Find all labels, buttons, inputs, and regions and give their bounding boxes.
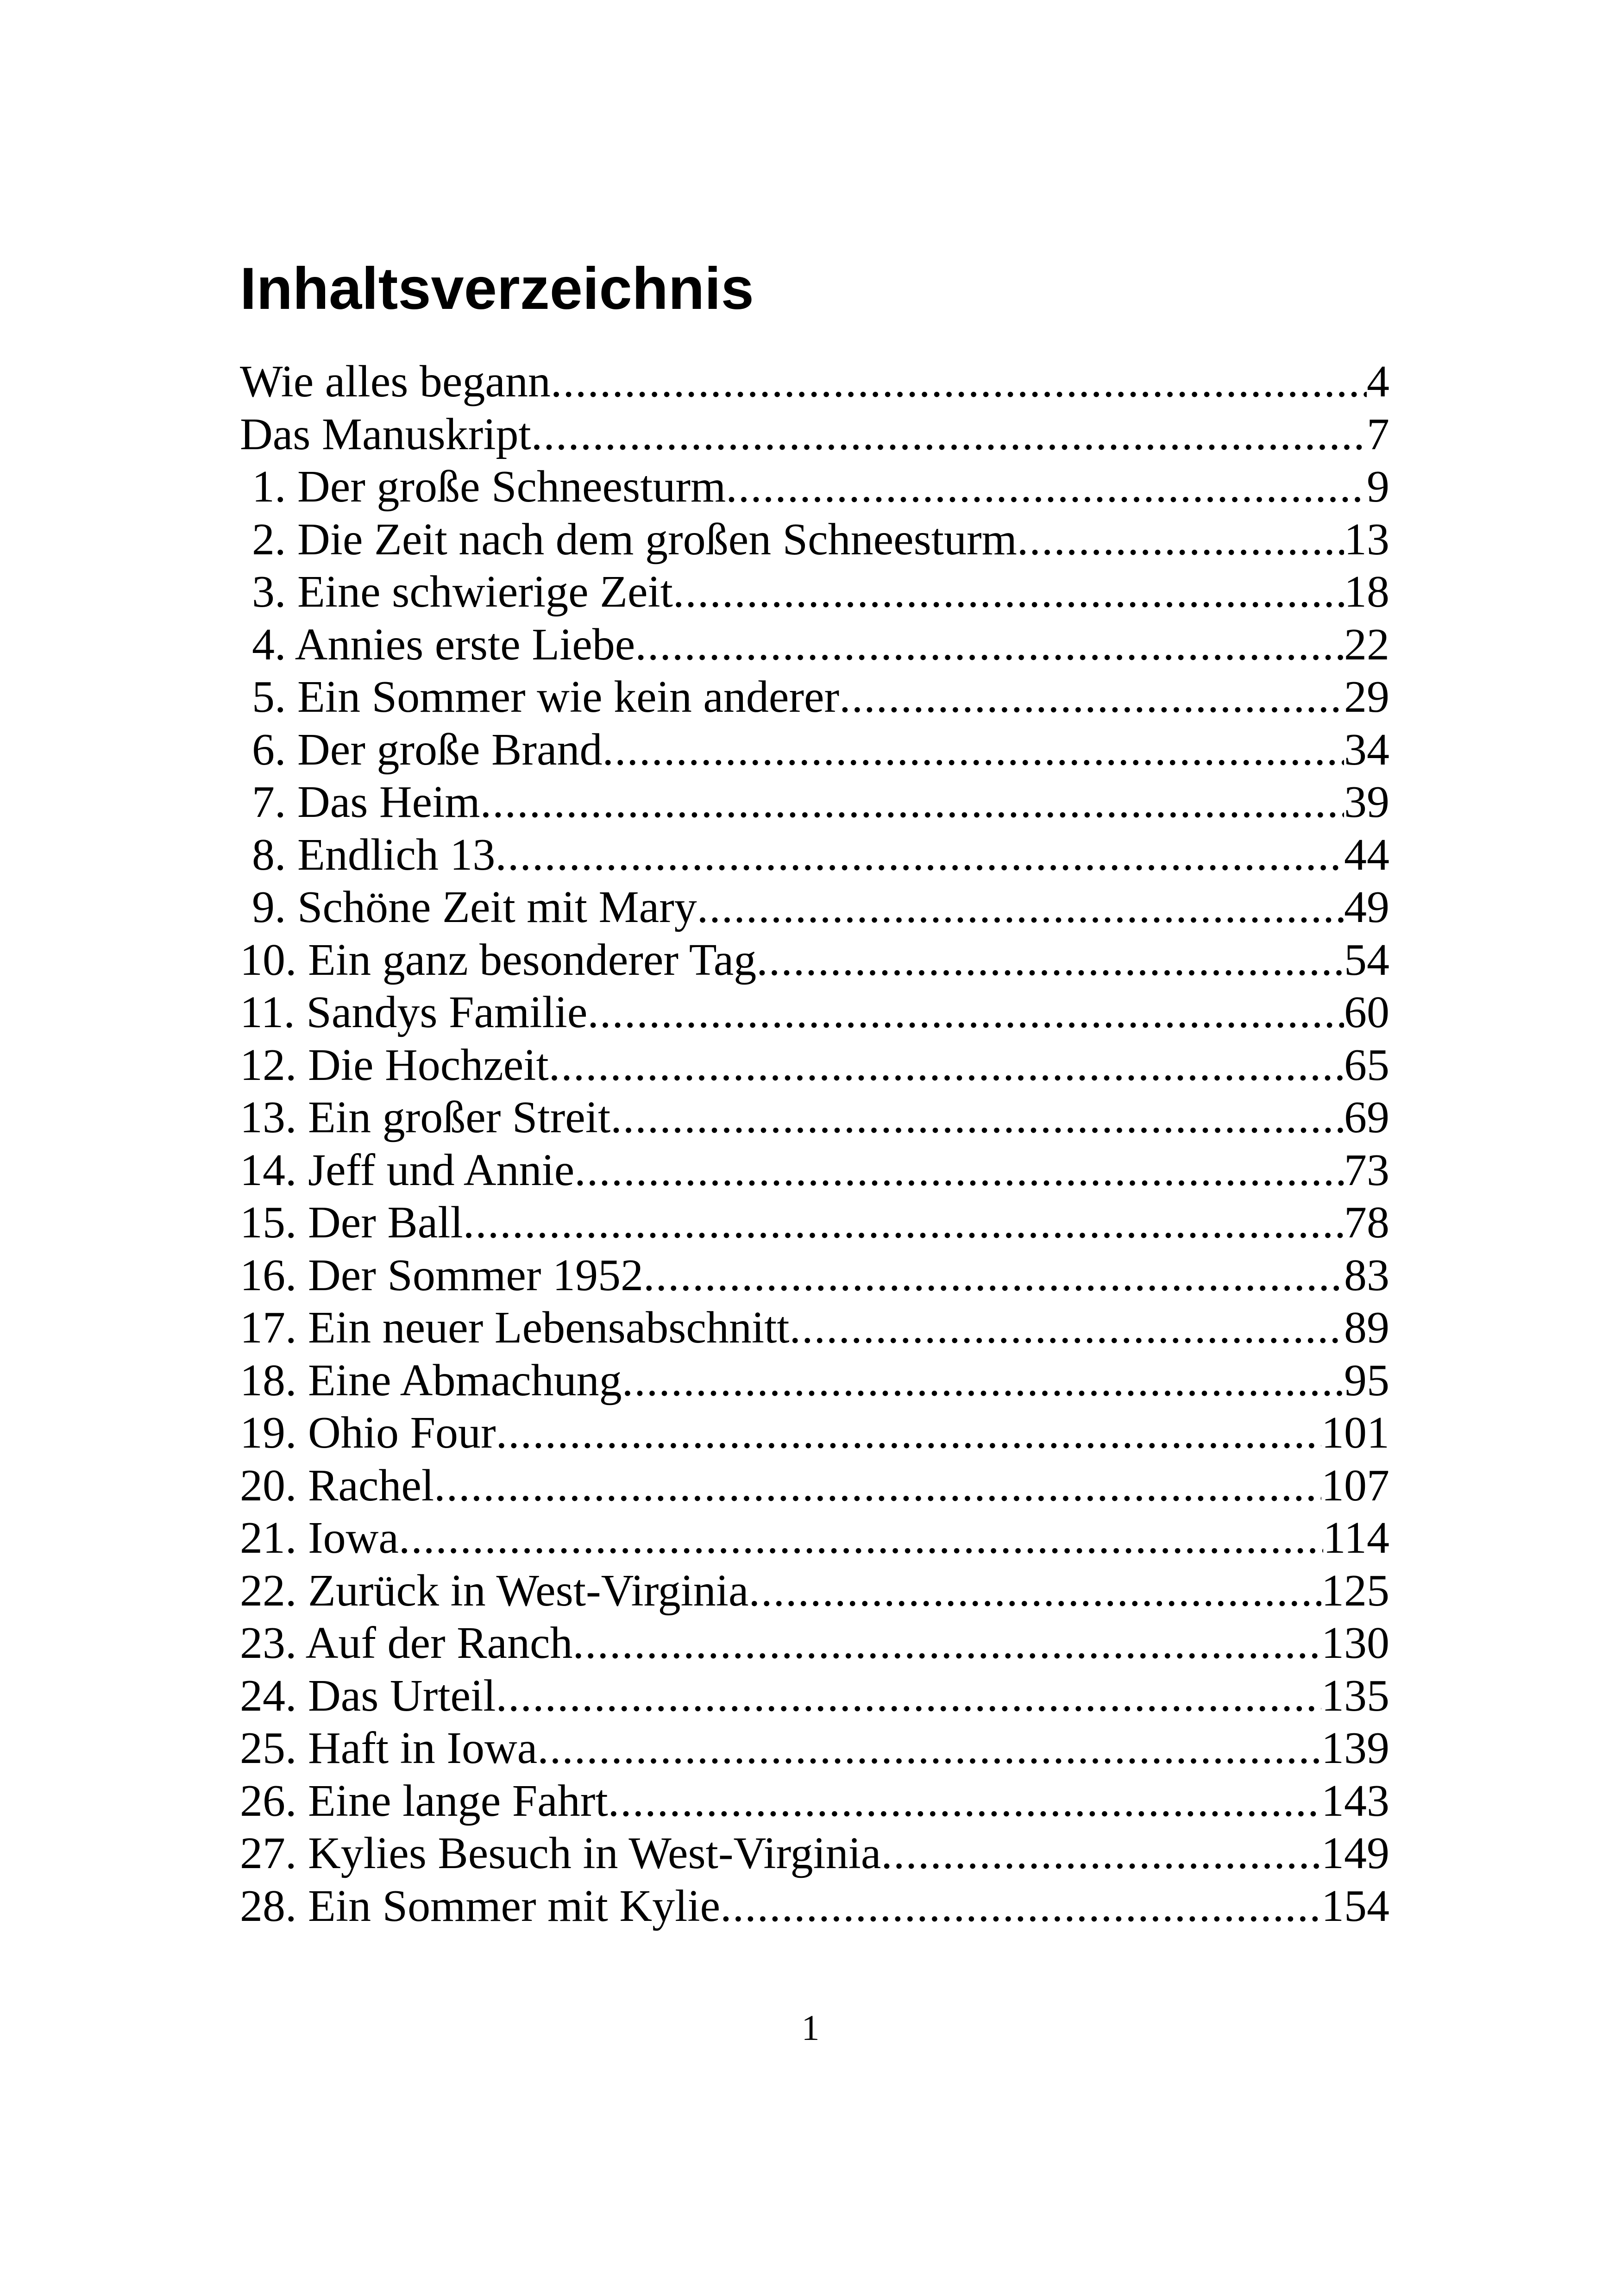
dot-leader: [673, 566, 1344, 619]
dot-leader: [720, 1880, 1321, 1933]
toc-entry: [240, 408, 1389, 461]
toc-heading: Inhaltsverzeichnis: [240, 256, 754, 322]
dot-leader: [399, 1512, 1323, 1565]
toc-entry-title: 5. Ein Sommer wie kein anderer: [252, 672, 840, 722]
toc-entry-title: 23. Auf der Ranch: [240, 1618, 573, 1668]
toc-entry: [240, 1460, 1389, 1512]
dot-leader: [551, 356, 1367, 408]
toc-entry-page: 130: [1321, 1618, 1389, 1668]
toc-entry: [240, 1144, 1389, 1197]
toc-entry-page: 135: [1321, 1670, 1389, 1721]
toc-entry: [240, 1039, 1389, 1092]
toc-entry: [240, 1880, 1389, 1933]
toc-entry-title: 26. Eine lange Fahrt: [240, 1775, 608, 1826]
toc-entry: [240, 356, 1389, 408]
dot-leader: [463, 1197, 1344, 1249]
toc-entry-title: Wie alles begann: [240, 357, 551, 407]
toc-entry: [240, 1197, 1389, 1249]
toc-entry-title: 4. Annies erste Liebe: [252, 619, 635, 670]
toc-entry-page: 143: [1321, 1775, 1389, 1826]
dot-leader: [756, 934, 1344, 987]
toc-entry-page: 73: [1344, 1145, 1389, 1195]
toc-entry-page: 4: [1367, 357, 1389, 407]
toc-entry-page: 149: [1321, 1828, 1389, 1878]
toc-entry: [240, 1302, 1389, 1355]
toc-entry-page: 154: [1321, 1881, 1389, 1931]
toc-entry: [240, 1775, 1389, 1828]
toc-entry-page: 9: [1367, 462, 1389, 512]
toc-entry-page: 49: [1344, 882, 1389, 932]
toc-entry-page: 107: [1321, 1460, 1389, 1511]
toc-entry-page: 44: [1344, 829, 1389, 880]
dot-leader: [434, 1460, 1321, 1512]
toc-entry-title: 15. Der Ball: [240, 1198, 463, 1248]
toc-entry: [240, 986, 1389, 1039]
toc-entry: [240, 1670, 1389, 1723]
toc-entry-title: 16. Der Sommer 1952: [240, 1250, 643, 1300]
toc-entry-title: 25. Haft in Iowa: [240, 1723, 538, 1773]
toc-entry-title: 27. Kylies Besuch in West-Virginia: [240, 1828, 881, 1878]
toc-entry: [240, 1617, 1389, 1670]
toc-entry-title: 14. Jeff und Annie: [240, 1145, 575, 1195]
toc-entry-title: 2. Die Zeit nach dem großen Schneesturm: [252, 514, 1017, 565]
dot-leader: [608, 1775, 1321, 1828]
toc-entry-title: 22. Zurück in West-Virginia: [240, 1565, 749, 1616]
toc-entry-title: Das Manuskript: [240, 409, 531, 459]
toc-entry: [240, 881, 1389, 934]
dot-leader: [574, 1144, 1344, 1197]
toc-entry: [240, 566, 1389, 619]
toc-entry-title: 24. Das Urteil: [240, 1670, 496, 1721]
toc-entry-title: 13. Ein großer Streit: [240, 1092, 611, 1142]
toc-entry-page: 69: [1344, 1092, 1389, 1142]
toc-entry-title: 11. Sandys Familie: [240, 987, 588, 1037]
page-number: 1: [801, 2007, 820, 2048]
toc-entry-page: 60: [1344, 987, 1389, 1037]
toc-entry: [240, 776, 1389, 829]
toc-entry: [240, 1565, 1389, 1618]
toc-entry-page: 7: [1367, 409, 1389, 459]
toc-entry-title: 10. Ein ganz besonderer Tag: [240, 935, 757, 985]
toc-entry-title: 28. Ein Sommer mit Kylie: [240, 1881, 721, 1931]
toc-entry-page: 34: [1344, 724, 1389, 775]
toc-entry: [240, 1355, 1389, 1407]
toc-entry-page: 83: [1344, 1250, 1389, 1300]
toc-entry-page: 114: [1323, 1513, 1389, 1563]
dot-leader: [537, 1722, 1321, 1775]
toc-entry-title: 12. Die Hochzeit: [240, 1040, 549, 1090]
toc-entry-page: 22: [1344, 619, 1389, 670]
toc-entry-page: 89: [1344, 1303, 1389, 1353]
dot-leader: [603, 724, 1344, 777]
toc-entry-page: 18: [1344, 567, 1389, 617]
toc-entry-page: 39: [1344, 777, 1389, 827]
toc-entry: [240, 671, 1389, 724]
dot-leader: [549, 1039, 1344, 1092]
toc-entry: [240, 1827, 1389, 1880]
toc-entry: [240, 829, 1389, 882]
toc-entry-page: 54: [1344, 935, 1389, 985]
dot-leader: [531, 408, 1367, 461]
toc-entry-title: 9. Schöne Zeit mit Mary: [252, 882, 697, 932]
dot-leader: [749, 1565, 1321, 1618]
toc-entry-page: 101: [1321, 1408, 1389, 1458]
toc-entry-title: 7. Das Heim: [252, 777, 480, 827]
toc-entry-title: 17. Ein neuer Lebensabschnitt: [240, 1303, 790, 1353]
dot-leader: [790, 1302, 1344, 1355]
toc-entry: [240, 1092, 1389, 1144]
toc-entry-title: 6. Der große Brand: [252, 724, 603, 775]
toc-entry: [240, 461, 1389, 514]
toc-entry: [240, 1512, 1389, 1565]
toc-entry-title: 18. Eine Abmachung: [240, 1355, 622, 1405]
toc-entry-title: 1. Der große Schneesturm: [252, 462, 726, 512]
dot-leader: [697, 881, 1344, 934]
toc-entry-page: 13: [1344, 514, 1389, 565]
toc-entry: [240, 724, 1389, 777]
toc-entry-page: 125: [1321, 1565, 1389, 1616]
dot-leader: [1017, 514, 1344, 566]
dot-leader: [881, 1827, 1321, 1880]
toc-entry-page: 95: [1344, 1355, 1389, 1405]
toc-entry-title: 19. Ohio Four: [240, 1408, 496, 1458]
toc-list: [240, 356, 1389, 1932]
toc-entry-page: 78: [1344, 1198, 1389, 1248]
toc-entry-title: 3. Eine schwierige Zeit: [252, 567, 673, 617]
dot-leader: [480, 776, 1344, 829]
toc-entry-title: 8. Endlich 13: [252, 829, 496, 880]
toc-entry: [240, 1249, 1389, 1302]
toc-entry-page: 139: [1321, 1723, 1389, 1773]
dot-leader: [635, 619, 1344, 671]
dot-leader: [496, 1407, 1321, 1460]
dot-leader: [726, 461, 1367, 514]
dot-leader: [573, 1617, 1322, 1670]
toc-entry: [240, 1722, 1389, 1775]
toc-entry-title: 21. Iowa: [240, 1513, 399, 1563]
dot-leader: [622, 1355, 1344, 1407]
dot-leader: [496, 1670, 1322, 1723]
toc-entry: [240, 1407, 1389, 1460]
toc-entry-page: 29: [1344, 672, 1389, 722]
toc-entry: [240, 619, 1389, 671]
dot-leader: [643, 1249, 1344, 1302]
toc-entry: [240, 934, 1389, 987]
dot-leader: [839, 671, 1344, 724]
toc-entry-page: 65: [1344, 1040, 1389, 1090]
toc-entry-title: 20. Rachel: [240, 1460, 434, 1511]
dot-leader: [495, 829, 1344, 882]
dot-leader: [610, 1092, 1344, 1144]
dot-leader: [587, 986, 1344, 1039]
toc-entry: [240, 514, 1389, 566]
